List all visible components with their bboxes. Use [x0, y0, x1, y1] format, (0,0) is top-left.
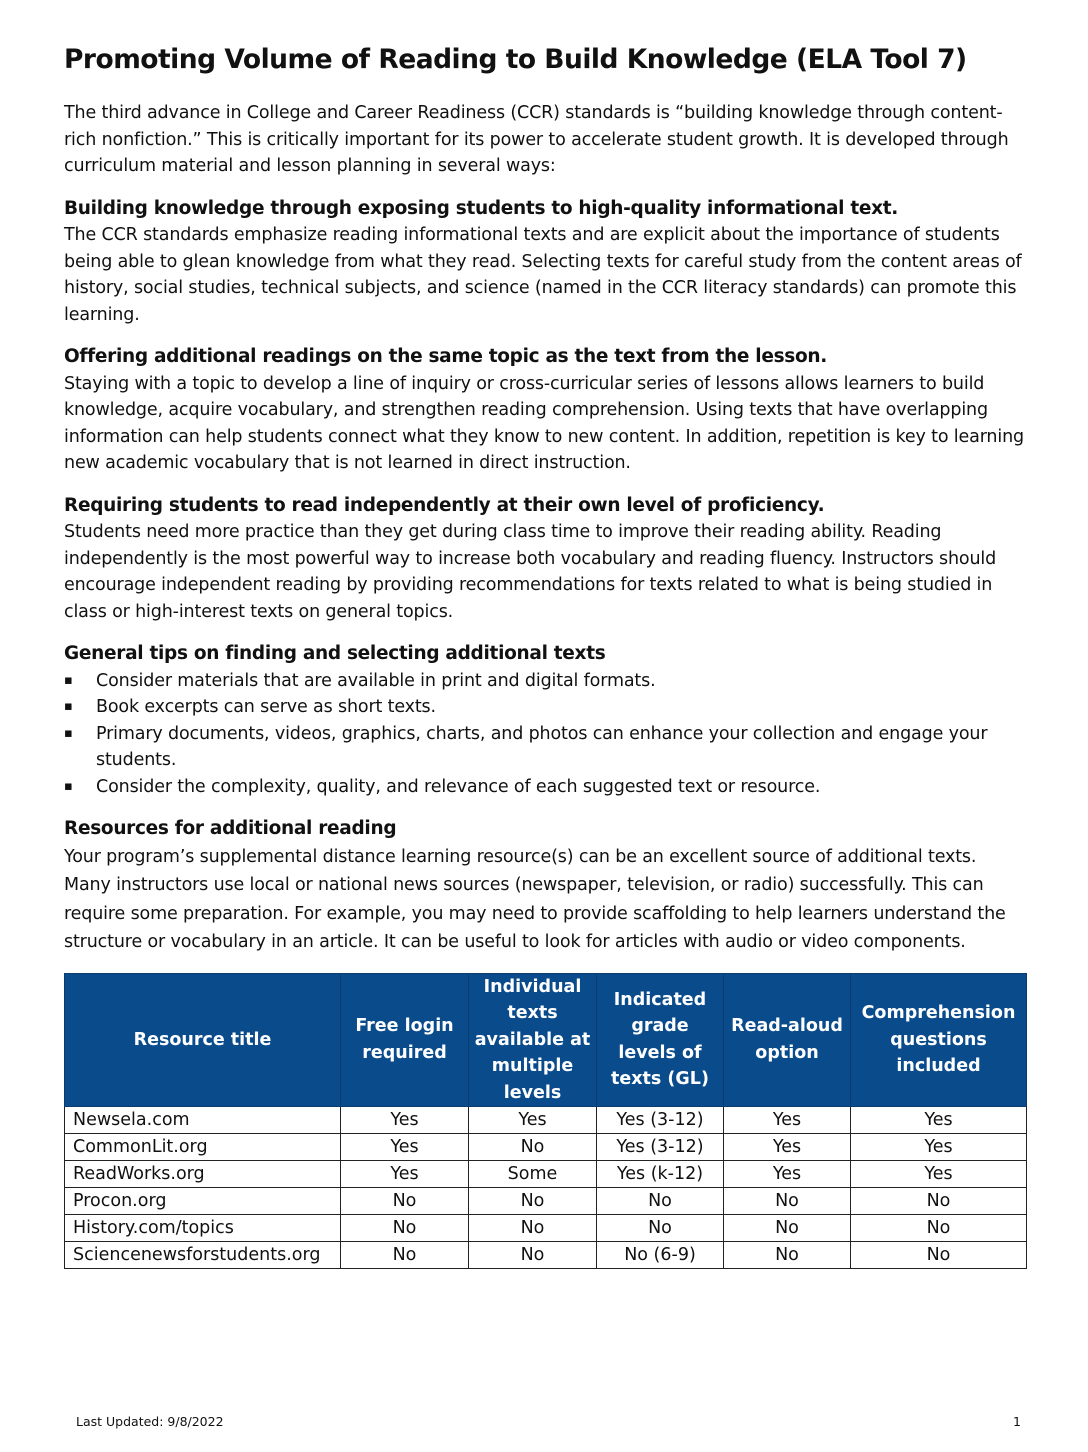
table-cell: Yes — [851, 1134, 1027, 1161]
table-cell: Yes — [851, 1107, 1027, 1134]
column-header: Resource title — [65, 973, 341, 1107]
list-item-text: Book excerpts can serve as short texts. — [96, 697, 436, 717]
list-item-text: Consider the complexity, quality, and relevance of each suggested text or resource. — [96, 776, 821, 797]
resources-table — [64, 973, 1027, 1270]
table-cell: No — [469, 1215, 597, 1242]
table-cell: Yes — [341, 1161, 469, 1188]
page-number: 1 — [1013, 1414, 1021, 1429]
tips-heading: General tips on finding and selecting additional texts — [64, 643, 606, 664]
list-item — [64, 694, 1026, 721]
table-cell: Yes (3-12) — [597, 1134, 724, 1161]
column-header: Free login required — [341, 973, 469, 1107]
table-row — [65, 1188, 1027, 1215]
tips-list — [64, 668, 1026, 801]
bullet-icon: ▪ — [64, 778, 73, 794]
table-row — [65, 1242, 1027, 1269]
section-heading: Building knowledge through exposing students to high-quality informational text. — [64, 197, 899, 219]
table-cell: No — [597, 1188, 724, 1215]
table-cell: Procon.org — [65, 1188, 341, 1215]
table-cell: No — [851, 1242, 1027, 1269]
table-header-row — [65, 973, 1027, 1107]
table-cell: Some — [469, 1161, 597, 1188]
table-row — [65, 1161, 1027, 1188]
column-header: Comprehension questions included — [851, 973, 1027, 1107]
table-cell: Yes — [724, 1161, 851, 1188]
section-resources — [64, 816, 1026, 957]
resources-body: Your program’s supplemental distance learning resource(s) can be an excellent source of additional texts. Many instructors use local or national news sources (newspaper, television, or radio) successfully. This can require some preparation. For example, you may need to provide scaffolding to help learners understand the structure or vocabulary in an article. It can be useful to look for articles with audio or video components. — [64, 846, 1006, 952]
table-cell: Yes — [724, 1107, 851, 1134]
table-row — [65, 1134, 1027, 1161]
table-cell: No — [724, 1242, 851, 1269]
document-page — [64, 40, 1026, 1269]
table-cell: No — [469, 1134, 597, 1161]
section-body: Staying with a topic to develop a line of inquiry or cross-curricular series of lessons allows learners to build knowledge, acquire vocabulary, and strengthen reading comprehension. Using texts that have overlapping information can help students connect what they know to new content. In addition, repetition is key to learning new academic vocabulary that is not learned in direct instruction. — [64, 373, 1024, 473]
table-cell: Yes — [341, 1107, 469, 1134]
section-tips — [64, 641, 1026, 800]
table-cell: Newsela.com — [65, 1107, 341, 1134]
list-item-text: Primary documents, videos, graphics, charts, and photos can enhance your collection and engage your students. — [96, 723, 988, 770]
table-cell: Yes — [851, 1161, 1027, 1188]
list-item — [64, 774, 1026, 801]
section-additional-readings — [64, 344, 1026, 477]
table-cell: Yes (k-12) — [597, 1161, 724, 1188]
table-cell: History.com/topics — [65, 1215, 341, 1242]
list-item — [64, 668, 1026, 695]
table-cell: No (6-9) — [597, 1242, 724, 1269]
table-cell: No — [341, 1215, 469, 1242]
page-title: Promoting Volume of Reading to Build Knowledge (ELA Tool 7) — [64, 44, 967, 75]
table-cell: ReadWorks.org — [65, 1161, 341, 1188]
list-item — [64, 721, 1026, 774]
section-independent-reading — [64, 493, 1026, 626]
table-cell: No — [469, 1242, 597, 1269]
table-cell: No — [724, 1188, 851, 1215]
table-row — [65, 1107, 1027, 1134]
table-cell: No — [469, 1188, 597, 1215]
section-building-knowledge — [64, 196, 1026, 329]
column-header: Read-aloud option — [724, 973, 851, 1107]
section-heading: Requiring students to read independently at their own level of proficiency. — [64, 494, 825, 516]
intro-paragraph: The third advance in College and Career Readiness (CCR) standards is “building knowledge through content-rich nonfiction.” This is critically important for its power to accelerate student growth. It is developed through curriculum material and lesson planning in several ways: — [64, 103, 1009, 176]
table-cell: Yes (3-12) — [597, 1107, 724, 1134]
column-header: Indicated grade levels of texts (GL) — [597, 973, 724, 1107]
section-body: Students need more practice than they get during class time to improve their reading ability. Reading independently is the most powerful way to increase both vocabulary and reading fluency. Instructors should encourage independent reading by providing recommendations for texts related to what is being studied in class or high-interest texts on general topics. — [64, 522, 997, 622]
last-updated-text: Last Updated: 9/8/2022 — [76, 1414, 224, 1429]
resources-heading: Resources for additional reading — [64, 818, 397, 839]
section-heading: Offering additional readings on the same topic as the text from the lesson. — [64, 346, 828, 367]
table-cell: No — [597, 1215, 724, 1242]
table-cell: No — [341, 1188, 469, 1215]
table-cell: No — [851, 1215, 1027, 1242]
table-row — [65, 1215, 1027, 1242]
table-cell: CommonLit.org — [65, 1134, 341, 1161]
table-cell: Yes — [724, 1134, 851, 1161]
bullet-icon: ▪ — [64, 699, 73, 714]
list-item-text: Consider materials that are available in print and digital formats. — [96, 670, 656, 691]
table-cell: Yes — [469, 1107, 597, 1134]
table-cell: Yes — [341, 1134, 469, 1161]
table-cell: No — [724, 1215, 851, 1242]
table-cell: No — [851, 1188, 1027, 1215]
column-header: Individual texts available at multiple levels — [469, 973, 597, 1107]
bullet-icon: ▪ — [64, 672, 73, 688]
section-body: The CCR standards emphasize reading informational texts and are explicit about the importance of students being able to glean knowledge from what they read. Selecting texts for careful study from the content areas of history, social studies, technical subjects, and science (named in the CCR literacy standards) can promote this learning. — [64, 225, 1022, 325]
bullet-icon: ▪ — [64, 725, 73, 741]
table-cell: Sciencenewsforstudents.org — [65, 1242, 341, 1269]
table-cell: No — [341, 1242, 469, 1269]
